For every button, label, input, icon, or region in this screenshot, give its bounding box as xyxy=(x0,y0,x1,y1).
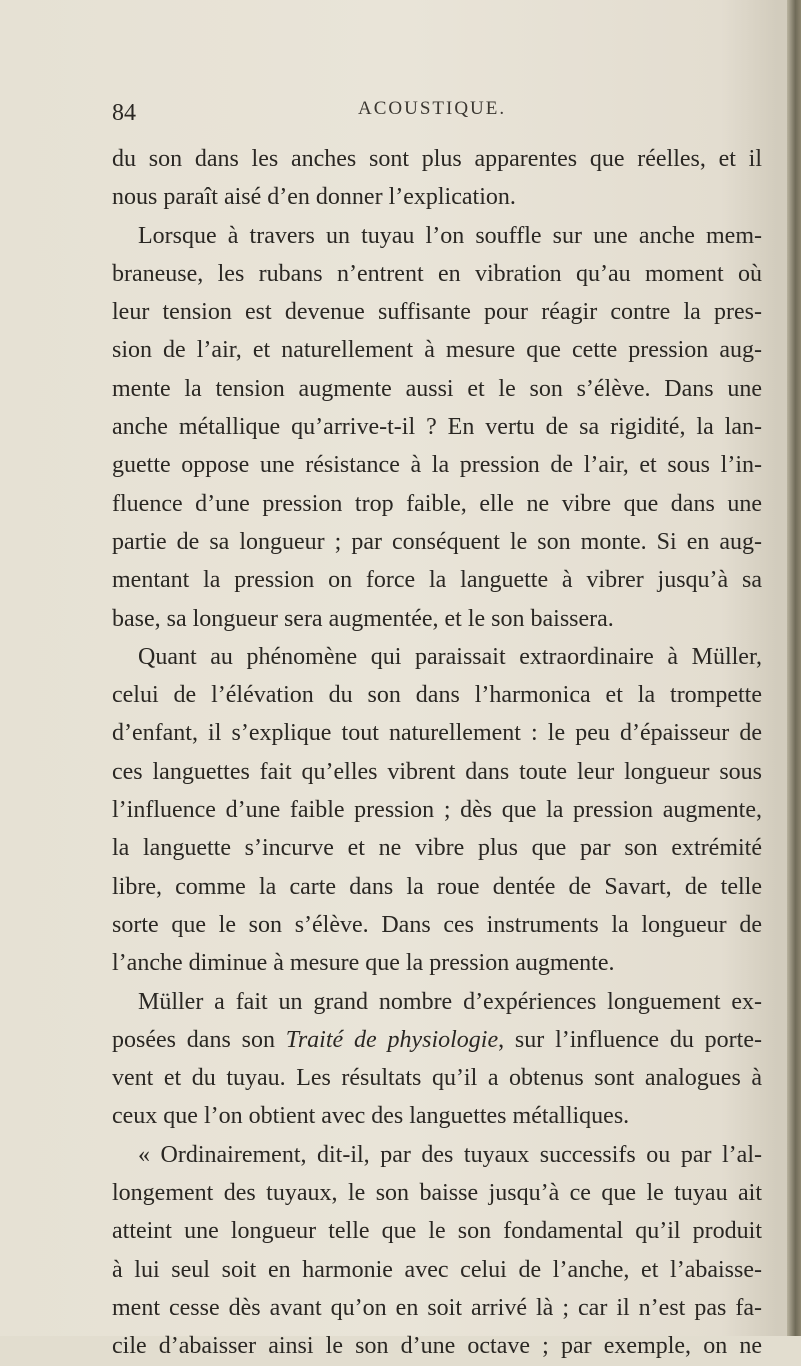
text-line: l’influence d’une faible pression ; dès que la pression augmente, xyxy=(112,797,762,824)
text-line: sorte que le son s’élève. Dans ces instruments la longueur de xyxy=(112,911,762,938)
text-line: ment cesse dès avant qu’on en soit arrivé là ; car il n’est pas fa- xyxy=(112,1294,762,1321)
text-line: Müller a fait un grand nombre d’expériences longuement ex- xyxy=(138,988,762,1015)
text-line: atteint une longueur telle que le son fondamental qu’il produit xyxy=(112,1218,762,1245)
text-line: l’anche diminue à mesure que la pression augmente. xyxy=(112,950,615,977)
text-line: ceux que l’on obtient avec des languettes métalliques. xyxy=(112,1103,630,1130)
text-line: fluence d’une pression trop faible, elle ne vibre que dans une xyxy=(112,490,762,517)
text-segment: , sur l’influence du porte- xyxy=(498,1026,762,1053)
text-line: d’enfant, il s’explique tout naturellement : le peu d’épaisseur de xyxy=(112,720,762,747)
text-line: Lorsque à travers un tuyau l’on souffle sur une anche mem- xyxy=(138,222,762,249)
text-line: longement des tuyaux, le son baisse jusqu’à ce que le tuyau ait xyxy=(112,1180,762,1207)
text-line: libre, comme la carte dans la roue dentée de Savart, de telle xyxy=(112,873,762,900)
text-line: partie de sa longueur ; par conséquent le son monte. Si en aug- xyxy=(112,528,762,555)
text-line: anche métallique qu’arrive-t-il ? En vertu de sa rigidité, la lan- xyxy=(112,414,762,441)
text-line: du son dans les anches sont plus apparentes que réelles, et il xyxy=(112,146,762,172)
text-line: base, sa longueur sera augmentée, et le son baissera. xyxy=(112,605,614,632)
text-line: « Ordinairement, dit-il, par des tuyaux successifs ou par l’al- xyxy=(138,1141,762,1168)
text-line: mentant la pression on force la languette à vibrer jusqu’à sa xyxy=(112,567,762,594)
page-edge xyxy=(787,0,801,1336)
text-line: braneuse, les rubans n’entrent en vibration qu’au moment où xyxy=(112,260,762,287)
text-line: ces languettes fait qu’elles vibrent dans toute leur longueur sous xyxy=(112,758,762,785)
book-title: Traité de physiologie xyxy=(285,1026,499,1053)
text-line: vent et du tuyau. Les résultats qu’il a obtenus sont analogues à xyxy=(112,1065,762,1092)
running-title: ACOUSTIQUE. xyxy=(358,98,507,119)
text-line: guette oppose une résistance à la pression de l’air, et sous l’in- xyxy=(112,452,762,479)
text-line: à lui seul soit en harmonie avec celui de l’anche, et l’abaisse- xyxy=(112,1256,762,1283)
text-line: sion de l’air, et naturellement à mesure que cette pression aug- xyxy=(112,337,762,364)
text-line: nous paraît aisé d’en donner l’explication. xyxy=(112,184,516,211)
text-line: celui de l’élévation du son dans l’harmonica et la trompette xyxy=(112,682,762,709)
text-line: cile d’abaisser ainsi le son d’une octave ; par exemple, on ne xyxy=(112,1333,762,1360)
page-number: 84 xyxy=(112,100,136,126)
running-head xyxy=(100,94,770,128)
text-segment: posées dans son xyxy=(112,1026,275,1053)
text-line xyxy=(112,1021,762,1059)
text-line: mente la tension augmente aussi et le son s’élève. Dans une xyxy=(112,375,762,402)
text-line: Quant au phénomène qui paraissait extraordinaire à Müller, xyxy=(138,643,762,670)
body-text xyxy=(112,140,762,1366)
text-line: leur tension est devenue suffisante pour réagir contre la pres- xyxy=(112,299,762,326)
text-line: la languette s’incurve et ne vibre plus que par son extrémité xyxy=(112,835,762,862)
